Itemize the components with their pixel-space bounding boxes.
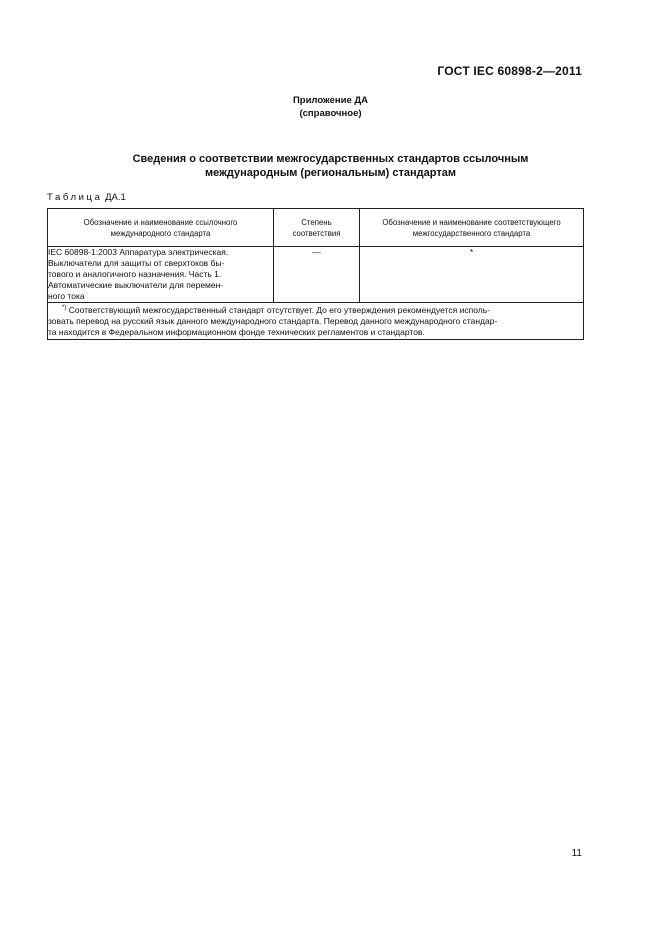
- table-row: [48, 247, 584, 303]
- referenced-standard-cell: [48, 247, 274, 303]
- footnote-text: Соответствующий межгосударственный стандарт отсутствует. До его утверждения рекомендуется исполь-: [68, 304, 490, 315]
- header-col2-line2: соответствия: [292, 228, 341, 238]
- ref-line: Автоматические выключатели для перемен-: [48, 280, 224, 290]
- section-title-line-1: Сведения о соответствии межгосударственных стандартов ссылочным: [132, 153, 529, 165]
- header-col3-line2: межгосударственного стандарта: [412, 228, 531, 238]
- page-number: 11: [571, 848, 582, 859]
- footnote-marker: *): [62, 305, 67, 311]
- appendix-heading: [0, 94, 661, 120]
- ref-line: ного тока: [48, 291, 85, 301]
- appendix-title: Приложение ДА: [292, 95, 369, 106]
- document-code-header: ГОСТ IEC 60898-2—2011: [437, 64, 582, 78]
- section-title-line-2: международным (региональным) стандартам: [205, 167, 456, 179]
- table-label-number: ДА.1: [105, 192, 126, 203]
- header-col1-line1: Обозначение и наименование ссылочного: [83, 217, 238, 227]
- footnote-line: та находится в Федеральном информационном фонде технических регламентов и стандартов.: [48, 327, 425, 338]
- ref-line: тового и аналогичного назначения. Часть 1.: [48, 269, 222, 279]
- header-col3-line1: Обозначение и наименование соответствующего: [382, 217, 561, 227]
- header-interstate-standard: [360, 209, 584, 247]
- table-header-row: [48, 209, 584, 247]
- header-col2-line1: Степень: [301, 217, 332, 227]
- ref-line: Выключатели для защиты от сверхтоков бы-: [48, 258, 225, 268]
- interstate-standard-cell: *: [360, 247, 584, 303]
- footnote-row: [48, 303, 584, 340]
- footnote-line: [48, 303, 583, 316]
- footnote-line: зовать перевод на русский язык данного международного стандарта. Перевод данного международного стандар-: [48, 316, 498, 327]
- footnote-cell: [48, 303, 584, 340]
- table-label-word: Таблица: [47, 192, 103, 203]
- section-title: [0, 152, 661, 180]
- degree-cell: —: [274, 247, 360, 303]
- header-referenced-standard: [48, 209, 274, 247]
- appendix-note: (справочное): [299, 108, 362, 119]
- header-col1-line2: международного стандарта: [110, 228, 211, 238]
- correspondence-table: [47, 208, 584, 340]
- table-label: [47, 192, 126, 203]
- ref-line: IEC 60898-1:2003 Аппаратура электрическая.: [48, 247, 229, 257]
- header-degree-of-correspondence: [274, 209, 360, 247]
